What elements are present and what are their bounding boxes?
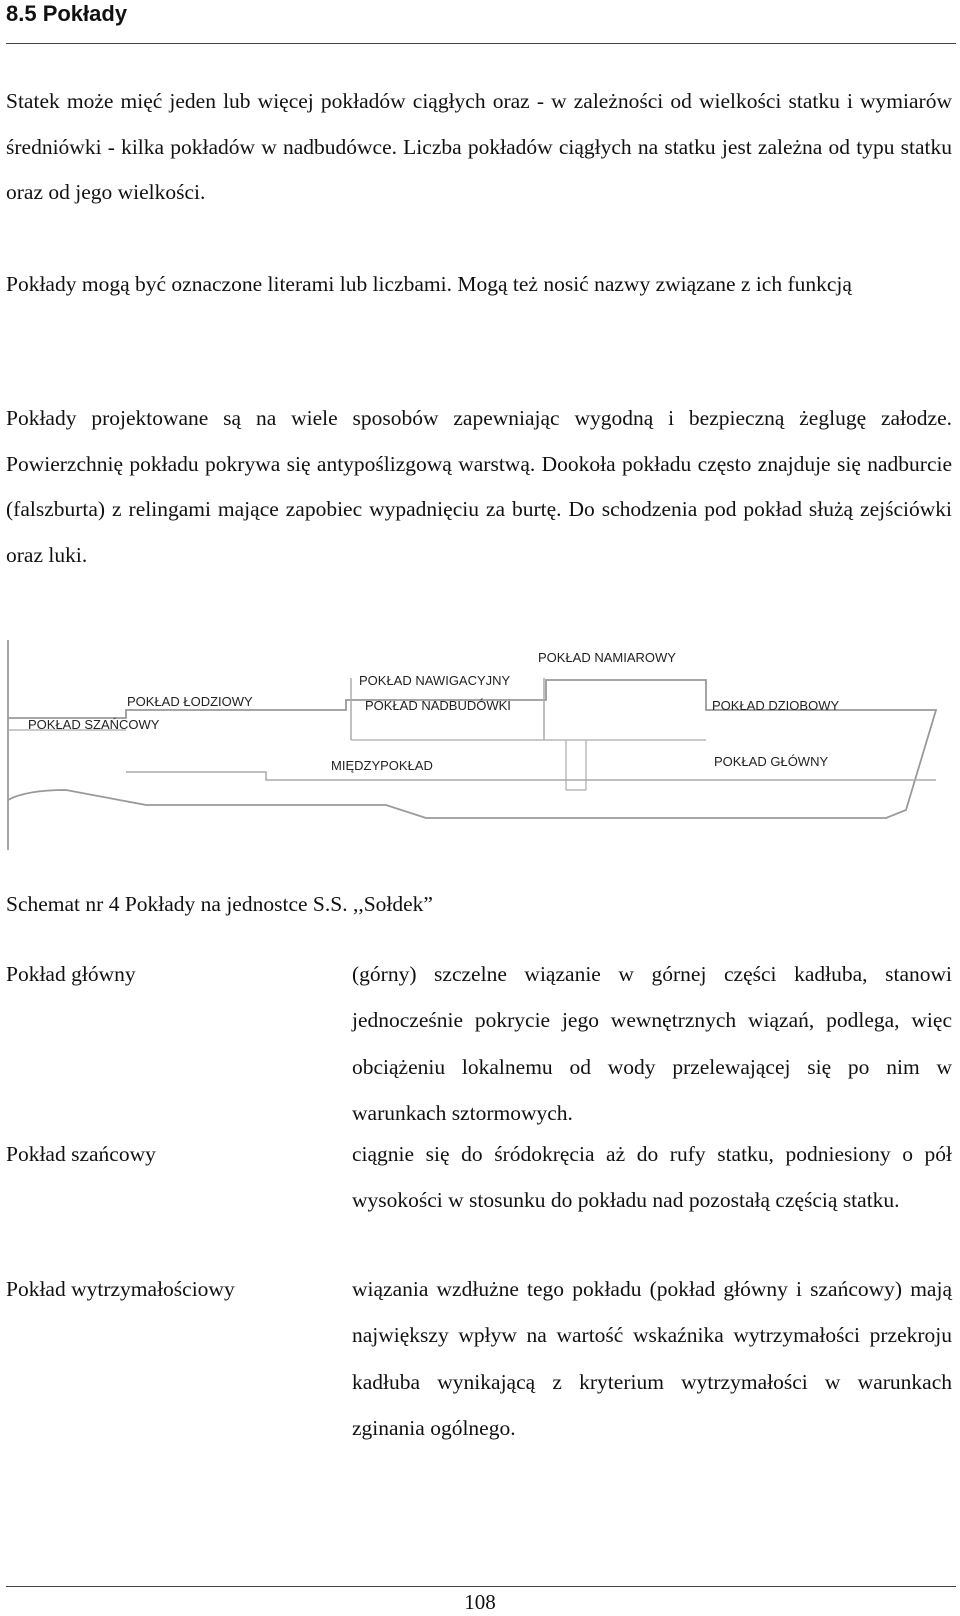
ship-decks-diagram bbox=[6, 640, 956, 880]
label-glowny: POKŁAD GŁÓWNY bbox=[714, 754, 829, 769]
term-poklad-glowny: Pokład główny bbox=[6, 962, 136, 986]
term-poklad-wytrzymalosciowy: Pokład wytrzymałościowy bbox=[6, 1277, 235, 1301]
definition-poklad-wytrzymalosciowy: wiązania wzdłużne tego pokładu (pokład główny i szańcowy) mają największy wpływ na wartość wskaźnika wytrzymałości przekroju kadłuba wynikającą z kryterium wytrzymałości w warunkach zginania ogólnego. bbox=[352, 1277, 952, 1440]
paragraph-naming: Pokłady mogą być oznaczone literami lub liczbami. Mogą też nosić nazwy związane z ich funkcją bbox=[6, 272, 852, 296]
label-nadbudowki: POKŁAD NADBUDÓWKI bbox=[365, 698, 511, 713]
page-number: 108 bbox=[464, 1590, 496, 1614]
label-nawigacyjny: POKŁAD NAWIGACYJNY bbox=[359, 673, 511, 688]
heading-divider bbox=[6, 43, 956, 44]
label-miedzypoklad: MIĘDZYPOKŁAD bbox=[331, 758, 433, 773]
paragraph-intro: Statek może mięć jeden lub więcej pokładów ciągłych oraz - w zależności od wielkości statku i wymiarów średniówki - kilka pokładów w nadbudówce. Liczba pokładów ciągłych na statku jest zależna od typu statku oraz od jego wielkości. bbox=[6, 89, 952, 204]
ship-outline-drawing bbox=[6, 640, 956, 880]
main-deck-line bbox=[126, 772, 936, 780]
section-heading: 8.5 Pokłady bbox=[6, 1, 128, 26]
footer-divider bbox=[6, 1586, 956, 1587]
label-lodziowy: POKŁAD ŁODZIOWY bbox=[127, 694, 253, 709]
paragraph-design: Pokłady projektowane są na wiele sposobów zapewniając wygodną i bezpieczną żeglugę załodze. Powierzchnię pokładu pokrywa się antypoślizgową warstwą. Dookoła pokładu często znajduje się nadburcie (falszburta) z relingami mające zapobiec wypadnięciu za burtę. Do schodzenia pod pokład służą zejściówki oraz luki. bbox=[6, 406, 952, 567]
term-poklad-szancowy: Pokład szańcowy bbox=[6, 1142, 156, 1166]
definition-poklad-szancowy: ciągnie się do śródokręcia aż do rufy statku, podniesiony o pół wysokości w stosunku do pokładu nad pozostałą częścią statku. bbox=[352, 1142, 952, 1213]
definition-poklad-glowny: (górny) szczelne wiązanie w górnej części kadłuba, stanowi jednocześnie pokrycie jego wewnętrznych wiązań, podlega, więc obciążeniu lokalnemu od wody przelewającej się po nim w warunkach sztormowych. bbox=[352, 962, 952, 1125]
label-szancowy: POKŁAD SZAŃCOWY bbox=[28, 717, 160, 732]
label-dziobowy: POKŁAD DZIOBOWY bbox=[712, 698, 840, 713]
figure-caption: Schemat nr 4 Pokłady na jednostce S.S. ,,Sołdek” bbox=[6, 892, 433, 916]
label-namiarowy: POKŁAD NAMIAROWY bbox=[538, 650, 676, 665]
